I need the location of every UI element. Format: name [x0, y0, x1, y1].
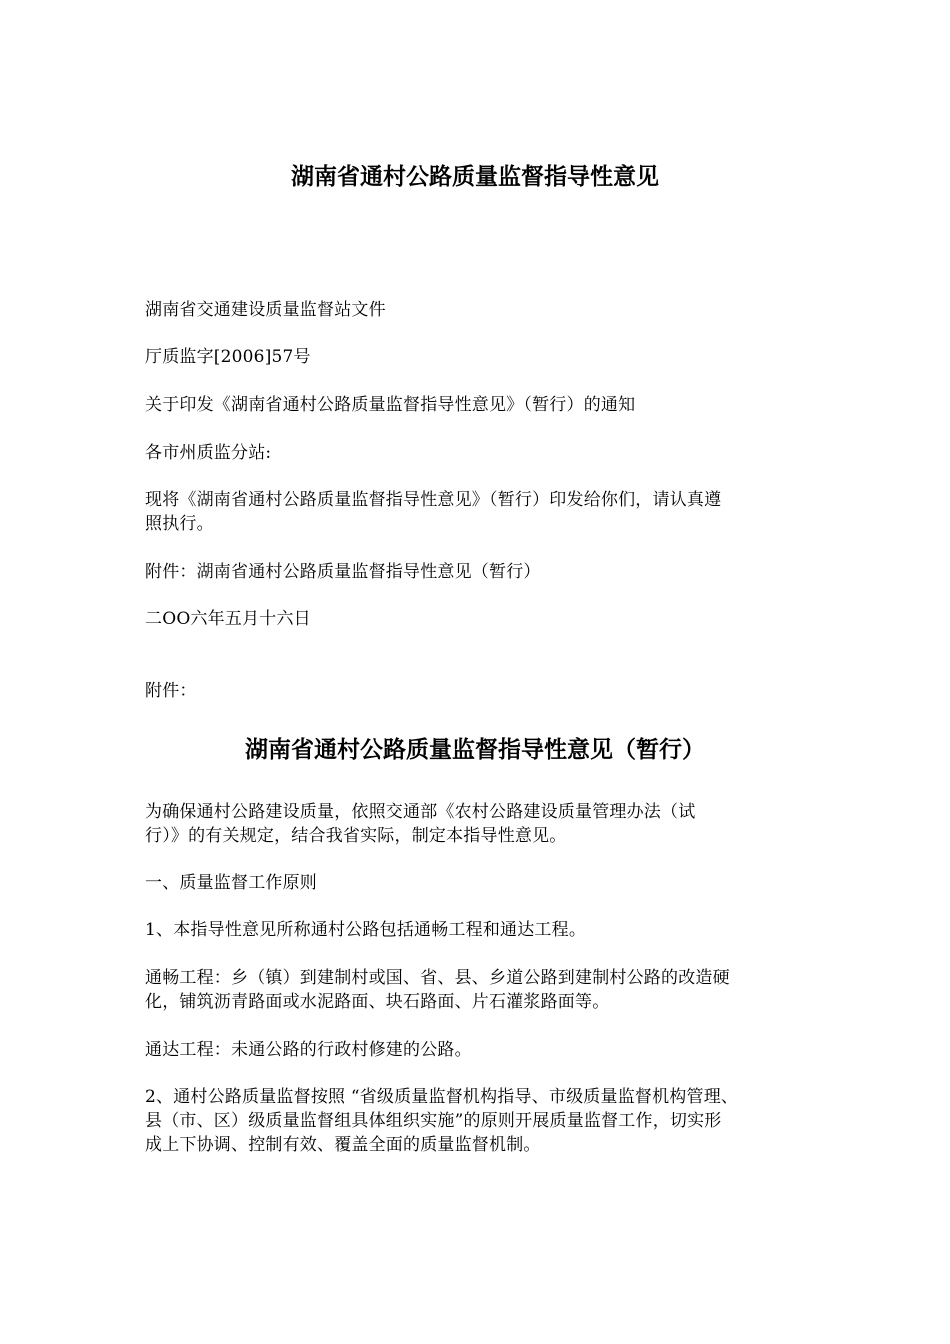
- paragraph-line: 通畅工程：乡（镇）到建制村或国、省、县、乡道公路到建制村公路的改造硬: [145, 968, 730, 988]
- paragraph-line: 成上下协调、控制有效、覆盖全面的质量监督机制。: [145, 1135, 541, 1155]
- salutation: 各市州质监分站:: [145, 443, 272, 463]
- issuer-line: 湖南省交通建设质量监督站文件: [145, 300, 386, 320]
- notice-body: [145, 488, 805, 536]
- list-item-2: [145, 1085, 835, 1157]
- paragraph-line: 县（市、区）级质量监督组具体组织实施”的原则开展质量监督工作，切实形: [145, 1111, 722, 1131]
- intro-line: 为确保通村公路建设质量，依照交通部《农村公路建设质量管理办法（试: [145, 802, 696, 822]
- intro-paragraph: [145, 800, 805, 848]
- notice-body-line: 现将《湖南省通村公路质量监督指导性意见》（暂行）印发给你们，请认真遵: [145, 490, 722, 510]
- attachment-label: 附件：: [145, 681, 197, 701]
- section-heading: 一、质量监督工作原则: [145, 873, 317, 893]
- notice-title: 关于印发《湖南省通村公路质量监督指导性意见》（暂行）的通知: [145, 395, 636, 415]
- tongda-paragraph: 通达工程：未通公路的行政村修建的公路。: [145, 1040, 472, 1060]
- paragraph-line: 化，铺筑沥青路面或水泥路面、块石路面、片石灌浆路面等。: [145, 992, 610, 1012]
- list-item: 1、本指导性意见所称通村公路包括通畅工程和通达工程。: [145, 920, 587, 940]
- notice-body-line: 照执行。: [145, 514, 214, 534]
- tongchang-paragraph: [145, 966, 805, 1014]
- attachment-title: 湖南省通村公路质量监督指导性意见（暂行）: [245, 737, 705, 763]
- intro-line: 行）》的有关规定，结合我省实际，制定本指导性意见。: [145, 826, 567, 846]
- attachment-note: 附件：湖南省通村公路质量监督指导性意见（暂行）: [145, 562, 541, 582]
- document-title: 湖南省通村公路质量监督指导性意见: [291, 164, 659, 190]
- issue-date: 二OO六年五月十六日: [145, 609, 311, 629]
- document-number: 厅质监字[2006]57号: [145, 347, 311, 367]
- paragraph-line: 2、通村公路质量监督按照 “省级质量监督机构指导、市级质量监督机构管理、: [145, 1087, 739, 1107]
